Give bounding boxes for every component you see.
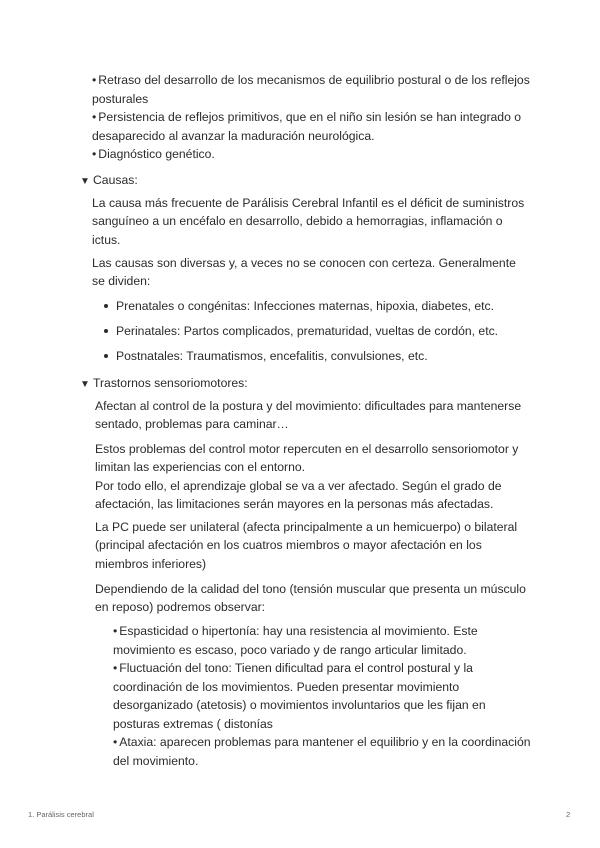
paragraph: La causa más frecuente de Parálisis Cerebral Infantil es el déficit de suministros sanguíneo a un encéfalo en desarrollo, debido a hemorragias, inflamación o ictus. — [92, 196, 525, 247]
list-item: Prenatales o congénitas: Infecciones maternas, hipoxia, diabetes, etc. — [104, 297, 524, 315]
list-item: • Diagnóstico genético. — [92, 145, 532, 164]
toggle-heading-trastornos: Trastornos sensoriomotores: — [93, 376, 248, 390]
list-item: • Ataxia: aparecen problemas para mantener el equilibrio y en la coordinación del movimiento. — [113, 733, 533, 770]
list-item: • Persistencia de reflejos primitivos, que en el niño sin lesión se han integrado o desaparecido al avanzar la maduración neurológica. — [92, 108, 532, 145]
list-item: • Fluctuación del tono: Tienen dificultad para el control postural y la coordinación de los movimientos. Pueden presentar movimiento desorganizado (atetosis) o movimientos involuntarios que les fijan en posturas extremas ( distonías — [113, 659, 533, 733]
footer-page-number: 2 — [566, 810, 571, 819]
tono-list — [113, 622, 533, 770]
list-item: Postnatales: Traumatismos, encefalitis, convulsiones, etc. — [104, 347, 524, 365]
toggle-triangle-icon[interactable]: ▼ — [80, 379, 90, 390]
list-item: • Espasticidad o hipertonía: hay una resistencia al movimiento. Este movimiento es escaso, poco variado y de rango articular limitado. — [113, 622, 533, 659]
top-bullet-list — [92, 71, 532, 164]
paragraph — [95, 440, 535, 513]
paragraph: La PC puede ser unilateral (afecta principalmente a un hemicuerpo) o bilateral (principal afectación en los cuatros miembros o mayor afectación en los miembros inferiores) — [95, 520, 518, 571]
paragraph-line: Estos problemas del control motor repercuten en el desarrollo sensoriomotor y limitan las experiencias con el entorno. — [95, 442, 519, 475]
paragraph: Las causas son diversas y, a veces no se conocen con certeza. Generalmente se dividen: — [92, 256, 516, 289]
toggle-trastornos[interactable] — [80, 374, 248, 394]
list-item: • Retraso del desarrollo de los mecanismos de equilibrio postural o de los reflejos posturales — [92, 71, 532, 108]
paragraph-line: Por todo ello, el aprendizaje global se va a ver afectado. Según el grado de afectación, las limitaciones serán mayores en la personas más afectadas. — [95, 478, 502, 511]
paragraph: Afectan al control de la postura y del movimiento: dificultades para mantenerse sentado, problemas para caminar… — [95, 399, 522, 432]
list-item: Perinatales: Partos complicados, prematuridad, vueltas de cordón, etc. — [104, 322, 524, 340]
toggle-triangle-icon[interactable]: ▼ — [80, 176, 90, 187]
toggle-heading-causas: Causas: — [93, 173, 138, 187]
footer-section-title: 1. Parálisis cerebral — [28, 810, 94, 819]
causas-list — [104, 297, 524, 372]
toggle-causas[interactable] — [80, 171, 138, 191]
paragraph: Dependiendo de la calidad del tono (tensión muscular que presenta un músculo en reposo) podremos observar: — [95, 582, 526, 615]
